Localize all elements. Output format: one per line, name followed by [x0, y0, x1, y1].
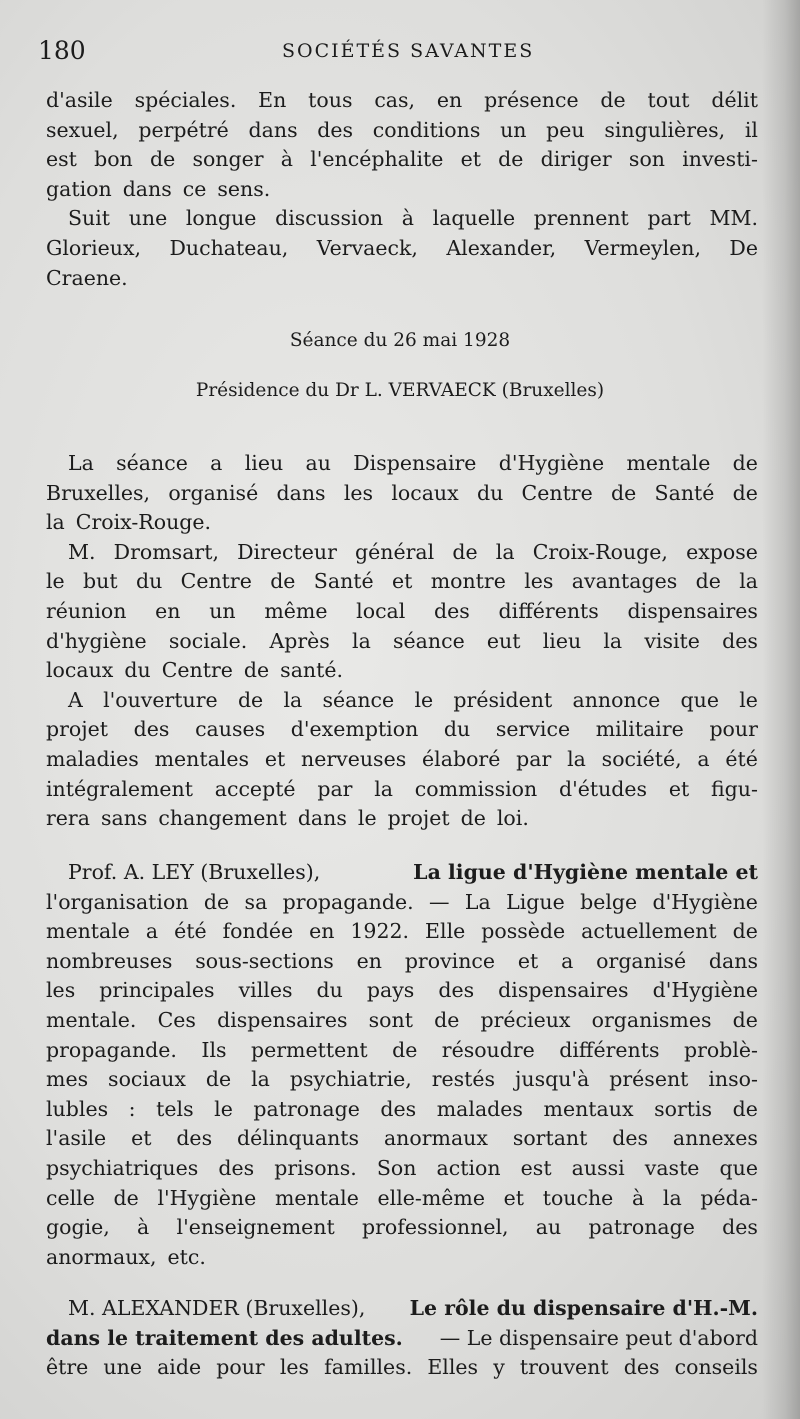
text-line: Suit une longue discussion à laquelle prennent part MM.	[68, 206, 758, 231]
paragraph-alexander	[46, 1294, 758, 1383]
text-line: être une aide pour les familles. Elles y trouvent des conseils	[46, 1355, 758, 1380]
communication-author: M. ALEXANDER (Bruxelles),	[68, 1296, 366, 1320]
communication-author: Prof. A. LEY (Bruxelles),	[68, 860, 321, 884]
text-line: lubles : tels le patronage des malades mentaux sortis de	[46, 1096, 758, 1121]
text-line: gogie, à l'enseignement professionnel, au patronage des	[46, 1215, 758, 1240]
communication-title: La ligue d'Hygiène mentale et	[413, 860, 758, 884]
text-line: est bon de songer à l'encéphalite et de diriger son investi-	[46, 147, 758, 172]
session-title: Séance du 26 mai 1928	[289, 330, 511, 351]
text-line: Bruxelles, organisé dans les locaux du Centre de Santé de	[46, 480, 758, 505]
text-line: psychiatriques des prisons. Son action est aussi vaste que	[46, 1155, 758, 1180]
text-line: gation dans ce sens.	[46, 176, 271, 201]
text-line	[46, 1324, 758, 1354]
text-line: mentale. Ces dispensaires sont de précieux organismes de	[46, 1007, 758, 1032]
text-fragment: — Le dispensaire peut d'abord	[439, 1325, 758, 1350]
text-line: d'hygiène sociale. Après la séance eut lieu la visite des	[46, 628, 758, 653]
communication-title-end: dans le traitement des adultes.	[46, 1325, 403, 1350]
text-line: projet des causes d'exemption du service militaire pour	[46, 717, 758, 742]
text-line: anormaux, etc.	[46, 1244, 206, 1269]
text-line: d'asile spéciales. En tous cas, en présence de tout délit	[46, 88, 758, 112]
text-line: A l'ouverture de la séance le président annonce que le	[68, 687, 758, 712]
text-line: mentale a été fondée en 1922. Elle possède actuellement de	[46, 919, 758, 944]
communication-title: Le rôle du dispensaire d'H.-M.	[409, 1296, 758, 1320]
text-line: M. Dromsart, Directeur général de la Croix-Rouge, expose	[68, 539, 758, 564]
text-line: La séance a lieu au Dispensaire d'Hygiène mentale de	[68, 451, 758, 475]
page-number: 180	[38, 36, 86, 65]
text-line: intégralement accepté par la commission d'études et figu-	[46, 776, 758, 801]
text-line: sexuel, perpétré dans des conditions un peu singulières, il	[46, 117, 758, 142]
paragraph-ley	[46, 858, 758, 1272]
text-line: l'organisation de sa propagande. — La Ligue belge d'Hygiène	[46, 889, 758, 914]
text-line: réunion en un même local des différents dispensaires	[46, 598, 758, 623]
text-line: propagande. Ils permettent de résoudre différents problè-	[46, 1037, 758, 1062]
text-line: le but du Centre de Santé et montre les avantages de la	[46, 569, 758, 594]
running-title: SOCIÉTÉS SAVANTES	[282, 40, 535, 62]
paragraph-1	[46, 86, 758, 293]
text-line: locaux du Centre de santé.	[46, 658, 344, 683]
text-line: maladies mentales et nerveuses élaboré par la société, a été	[46, 746, 758, 771]
text-line: Glorieux, Duchateau, Vervaeck, Alexander, Vermeylen, De	[46, 235, 758, 260]
text-line: nombreuses sous-sections en province et a organisé dans	[46, 948, 758, 973]
text-line: rera sans changement dans le projet de loi.	[46, 806, 529, 831]
session-presidency: Présidence du Dr L. VERVAECK (Bruxelles)	[195, 380, 605, 401]
page-spine-shadow	[762, 0, 800, 1419]
text-line: l'asile et des délinquants anormaux sortant des annexes	[46, 1126, 758, 1151]
text-line: mes sociaux de la psychiatrie, restés jusqu'à présent inso-	[46, 1067, 758, 1092]
text-line: la Croix-Rouge.	[46, 510, 212, 535]
text-line	[46, 1294, 758, 1324]
text-line: les principales villes du pays des dispensaires d'Hygiène	[46, 978, 758, 1003]
text-line: celle de l'Hygiène mentale elle-même et touche à la péda-	[46, 1185, 758, 1210]
text-line: Craene.	[46, 265, 128, 290]
text-line	[46, 858, 758, 888]
paragraph-session	[46, 449, 758, 834]
